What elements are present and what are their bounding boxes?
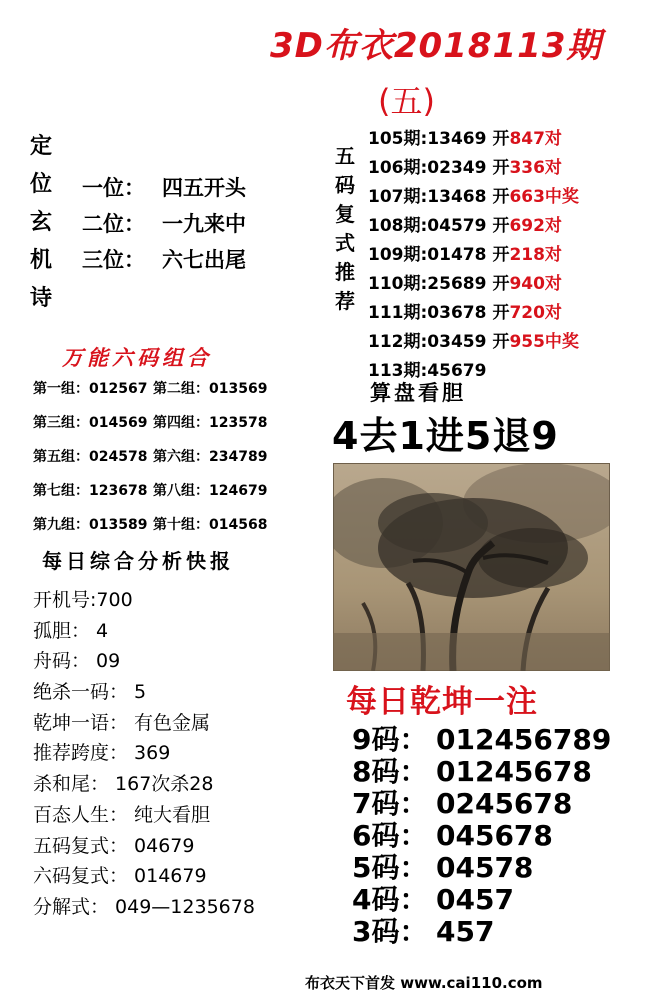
poem-label xyxy=(30,128,64,318)
combo-row xyxy=(33,412,303,446)
poem-position: 一位： xyxy=(82,176,145,200)
five-code-open: 开 xyxy=(492,187,510,207)
page-title: 3D布衣2018113期 xyxy=(270,26,602,66)
combo-grid xyxy=(33,378,303,548)
five-code-result: 218对 xyxy=(509,245,562,265)
report-row: 孤胆： 4 xyxy=(33,619,109,642)
code-label: 7码： xyxy=(352,787,428,820)
five-code-result: 955中奖 xyxy=(509,332,579,352)
combo-item: 第七组：123678 xyxy=(33,483,148,499)
five-code-row xyxy=(368,240,562,269)
code-row xyxy=(352,718,612,756)
five-code-label-char: 式 xyxy=(335,231,355,255)
poem-text: 一九来中 xyxy=(162,212,246,236)
five-code-issue: 109期:01478 xyxy=(368,245,487,265)
report-row: 杀和尾： 167次杀28 xyxy=(33,773,214,796)
code-value: 045678 xyxy=(436,819,553,852)
report-row: 六码复式： 014679 xyxy=(33,865,207,888)
five-code-row xyxy=(368,298,562,327)
code-label: 5码： xyxy=(352,851,428,884)
report-row: 推荐跨度： 369 xyxy=(33,742,171,765)
poem-line xyxy=(82,172,246,202)
report-row: 百态人生： 纯大看胆 xyxy=(33,803,211,826)
poem-line xyxy=(82,208,246,238)
five-code-row xyxy=(368,269,562,298)
poem-label-char: 诗 xyxy=(30,286,53,311)
code-value: 012456789 xyxy=(436,723,612,756)
five-code-issue: 113期:45679 xyxy=(368,361,487,381)
five-code-result: 336对 xyxy=(509,158,562,178)
footer: 布衣天下首发 www.cai110.com xyxy=(305,974,543,992)
five-code-result: 720对 xyxy=(509,303,562,323)
code-label: 8码： xyxy=(352,755,428,788)
five-code-label-char: 码 xyxy=(335,173,355,197)
poem-position: 二位： xyxy=(82,212,145,236)
five-code-row xyxy=(368,211,562,240)
report-row: 分解式： 049—1235678 xyxy=(33,895,255,918)
poem-text: 四五开头 xyxy=(162,176,246,200)
daily-title: 每日乾坤一注 xyxy=(346,684,538,720)
report-row: 乾坤一语： 有色金属 xyxy=(33,711,211,734)
code-row xyxy=(352,878,611,916)
report-title: 每日综合分析快报 xyxy=(42,549,234,573)
poem-label-char: 定 xyxy=(30,134,53,159)
five-code-result: 940对 xyxy=(509,274,562,294)
five-code-label-char: 荐 xyxy=(335,289,355,313)
five-code-open: 开 xyxy=(492,158,510,178)
landscape-painting xyxy=(333,463,610,671)
combo-item: 第二组：013569 xyxy=(153,381,268,397)
five-code-result: 663中奖 xyxy=(509,187,579,207)
poem-label-char: 位 xyxy=(30,172,53,197)
code-label: 4码： xyxy=(352,883,428,916)
pick-title: 算盘看胆 xyxy=(370,381,466,405)
five-code-label-char: 推 xyxy=(335,260,355,284)
pick-text: 4去1进5退9 xyxy=(332,414,559,458)
five-code-issue: 105期:13469 xyxy=(368,129,487,149)
five-code-open: 开 xyxy=(492,216,510,236)
combo-item: 第十组：014568 xyxy=(153,517,268,533)
five-code-open: 开 xyxy=(492,245,510,265)
poem-line xyxy=(82,244,246,274)
five-code-label-char: 五 xyxy=(335,144,355,168)
report-list xyxy=(33,585,255,923)
poem-label-char: 玄 xyxy=(30,210,53,235)
code-value: 457 xyxy=(436,915,495,948)
five-code-open: 开 xyxy=(492,274,510,294)
combo-item: 第九组：013589 xyxy=(33,517,148,533)
combo-item: 第五组：024578 xyxy=(33,449,148,465)
five-code-open: 开 xyxy=(492,129,510,149)
code-value: 04578 xyxy=(436,851,534,884)
combo-item: 第三组：014569 xyxy=(33,415,148,431)
combo-row xyxy=(33,514,303,548)
five-code-issue: 107期:13468 xyxy=(368,187,487,207)
combos-title: 万能六码组合 xyxy=(62,346,212,370)
code-value: 0457 xyxy=(436,883,514,916)
five-code-issue: 111期:03678 xyxy=(368,303,487,323)
five-code-label-char: 复 xyxy=(335,202,355,226)
five-code-open: 开 xyxy=(492,303,510,323)
code-value: 01245678 xyxy=(436,755,592,788)
five-code-label xyxy=(335,142,365,316)
combo-item: 第四组：123578 xyxy=(153,415,268,431)
report-row: 绝杀一码： 5 xyxy=(33,681,147,704)
five-code-result: 692对 xyxy=(509,216,562,236)
daily-code-list xyxy=(352,718,612,948)
page-subtitle: (五) xyxy=(378,82,435,120)
combo-item: 第八组：124679 xyxy=(153,483,268,499)
poem-text: 六七出尾 xyxy=(162,248,246,272)
code-row xyxy=(352,910,611,948)
poem-label-char: 机 xyxy=(30,248,53,273)
five-code-issue: 110期:25689 xyxy=(368,274,487,294)
five-code-open: 开 xyxy=(492,332,510,352)
code-value: 0245678 xyxy=(436,787,573,820)
five-code-result: 847对 xyxy=(509,129,562,149)
five-code-row xyxy=(368,124,562,153)
combo-row xyxy=(33,480,303,514)
five-code-row xyxy=(368,182,579,211)
combo-row xyxy=(33,446,303,480)
combo-item: 第一组：012567 xyxy=(33,381,148,397)
report-row: 舟码： 09 xyxy=(33,650,121,673)
code-label: 6码： xyxy=(352,819,428,852)
five-code-issue: 108期:04579 xyxy=(368,216,487,236)
code-row xyxy=(352,846,611,884)
code-row xyxy=(352,750,611,788)
poem-position: 三位： xyxy=(82,248,145,272)
combo-row xyxy=(33,378,303,412)
five-code-row xyxy=(368,327,579,356)
report-row: 开机号:700 xyxy=(33,589,133,611)
code-label: 9码： xyxy=(352,723,428,756)
code-label: 3码： xyxy=(352,915,428,948)
five-code-issue: 112期:03459 xyxy=(368,332,487,352)
report-row: 五码复式： 04679 xyxy=(33,834,195,857)
combo-item: 第六组：234789 xyxy=(153,449,268,465)
code-row xyxy=(352,814,611,852)
five-code-row xyxy=(368,153,562,182)
five-code-issue: 106期:02349 xyxy=(368,158,487,178)
